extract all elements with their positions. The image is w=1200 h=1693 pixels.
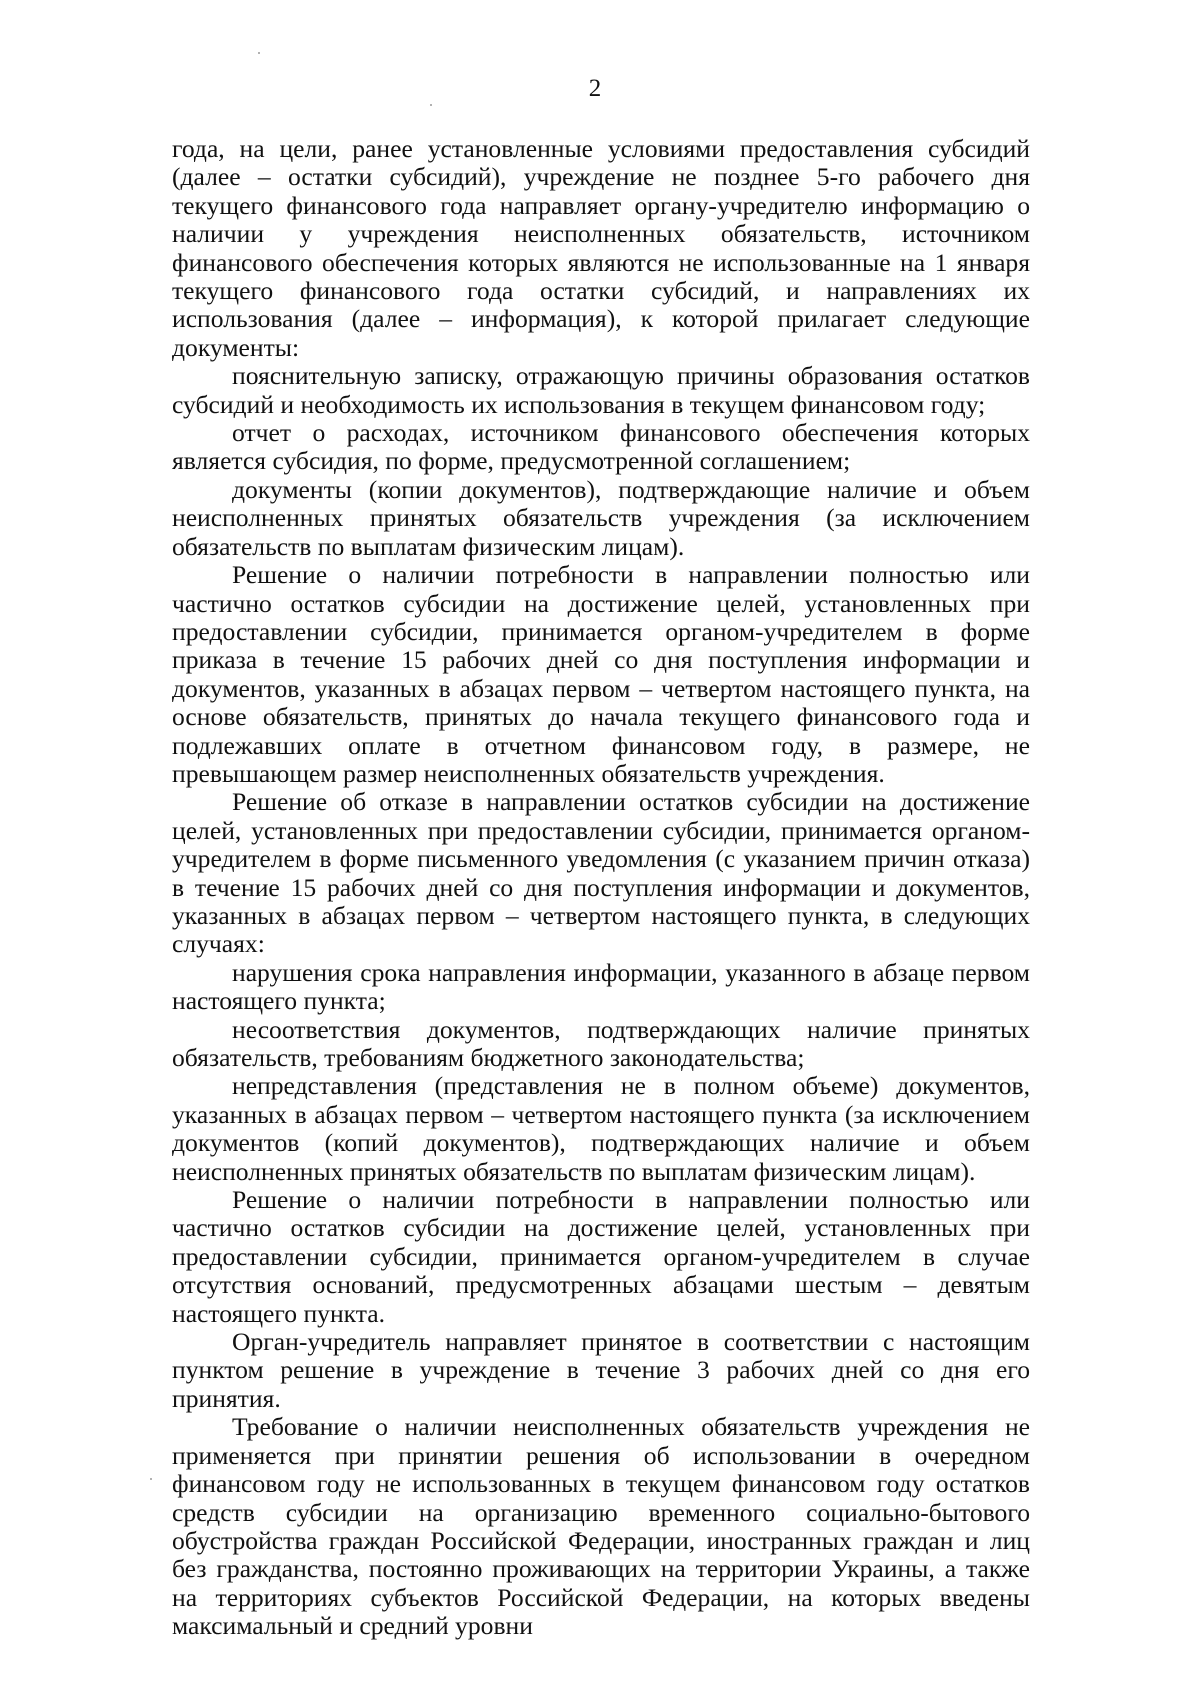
paragraph: отчет о расходах, источником финансового обеспечения которых является субсидия, по форме, предусмотренной соглашением; xyxy=(172,418,1030,476)
paragraph: Решение об отказе в направлении остатков субсидии на достижение целей, установленных при предоставлении субсидии, принимается органом-учредителем в форме письменного уведомления (с указанием причин отказа) в течение 15 рабочих дней со дня поступления информации и документов, указанных в абзацах первом – четвертом настоящего пункта, в следующих случаях: xyxy=(172,787,1030,959)
paragraph: Решение о наличии потребности в направлении полностью или частично остатков субсидии на достижение целей, установленных при предоставлении субсидии, принимается органом-учредителем в случае отсутствия оснований, предусмотренных абзацами шестым – девятым настоящего пункта. xyxy=(172,1185,1030,1328)
paragraph: непредставления (представления не в полном объеме) документов, указанных в абзацах первом – четвертом настоящего пункта (за исключением документов (копий документов), подтверждающих наличие и объем неисполненных принятых обязательств по выплатам физическим лицам). xyxy=(172,1071,1030,1186)
paragraph: года, на цели, ранее установленные условиями предоставления субсидий (далее – остатки субсидий), учреждение не позднее 5-го рабочего дня текущего финансового года направляет органу-учредителю информацию о наличии у учреждения неисполненных обязательств, источником финансового обеспечения которых являются не использованные на 1 января текущего финансового года остатки субсидий, и направлениях их использования (далее – информация), к которой прилагает следующие документы: xyxy=(172,134,1030,362)
document-body xyxy=(172,135,1030,1641)
paragraph: несоответствия документов, подтверждающих наличие принятых обязательств, требованиям бюджетного законодательства; xyxy=(172,1014,1030,1072)
paragraph: Требование о наличии неисполненных обязательств учреждения не применяется при принятии решения об использовании в очередном финансовом году не использованных в текущем финансовом году остатков средств субсидии на организацию временного социально-бытового обустройства граждан Российской Федерации, иностранных граждан и лиц без гражданства, постоянно проживающих на территории Украины, а также на территориях субъектов Российской Федерации, на которых введены максимальный и средний уровни xyxy=(172,1412,1030,1641)
paragraph: нарушения срока направления информации, указанного в абзаце первом настоящего пункта; xyxy=(172,957,1030,1016)
page-number: 2 xyxy=(588,75,602,102)
scan-speck xyxy=(150,1478,152,1480)
scan-speck xyxy=(258,52,260,54)
paragraph: документы (копии документов), подтверждающие наличие и объем неисполненных принятых обязательств учреждения (за исключением обязательств по выплатам физическим лицам). xyxy=(172,474,1030,561)
paragraph: Решение о наличии потребности в направлении полностью или частично остатков субсидии на достижение целей, установленных при предоставлении субсидии, принимается органом-учредителем в форме приказа в течение 15 рабочих дней со дня поступления информации и документов, указанных в абзацах первом – четвертом настоящего пункта, на основе обязательств, принятых до начала текущего финансового года и подлежавших оплате в отчетном финансовом году, в размере, не превышающем размер неисполненных обязательств учреждения. xyxy=(172,560,1030,788)
paragraph: Орган-учредитель направляет принятое в соответствии с настоящим пунктом решение в учреждение в течение 3 рабочих дней со дня его принятия. xyxy=(172,1327,1030,1413)
paragraph: пояснительную записку, отражающую причины образования остатков субсидий и необходимость их использования в текущем финансовом году; xyxy=(172,361,1030,419)
scan-speck xyxy=(430,104,432,106)
